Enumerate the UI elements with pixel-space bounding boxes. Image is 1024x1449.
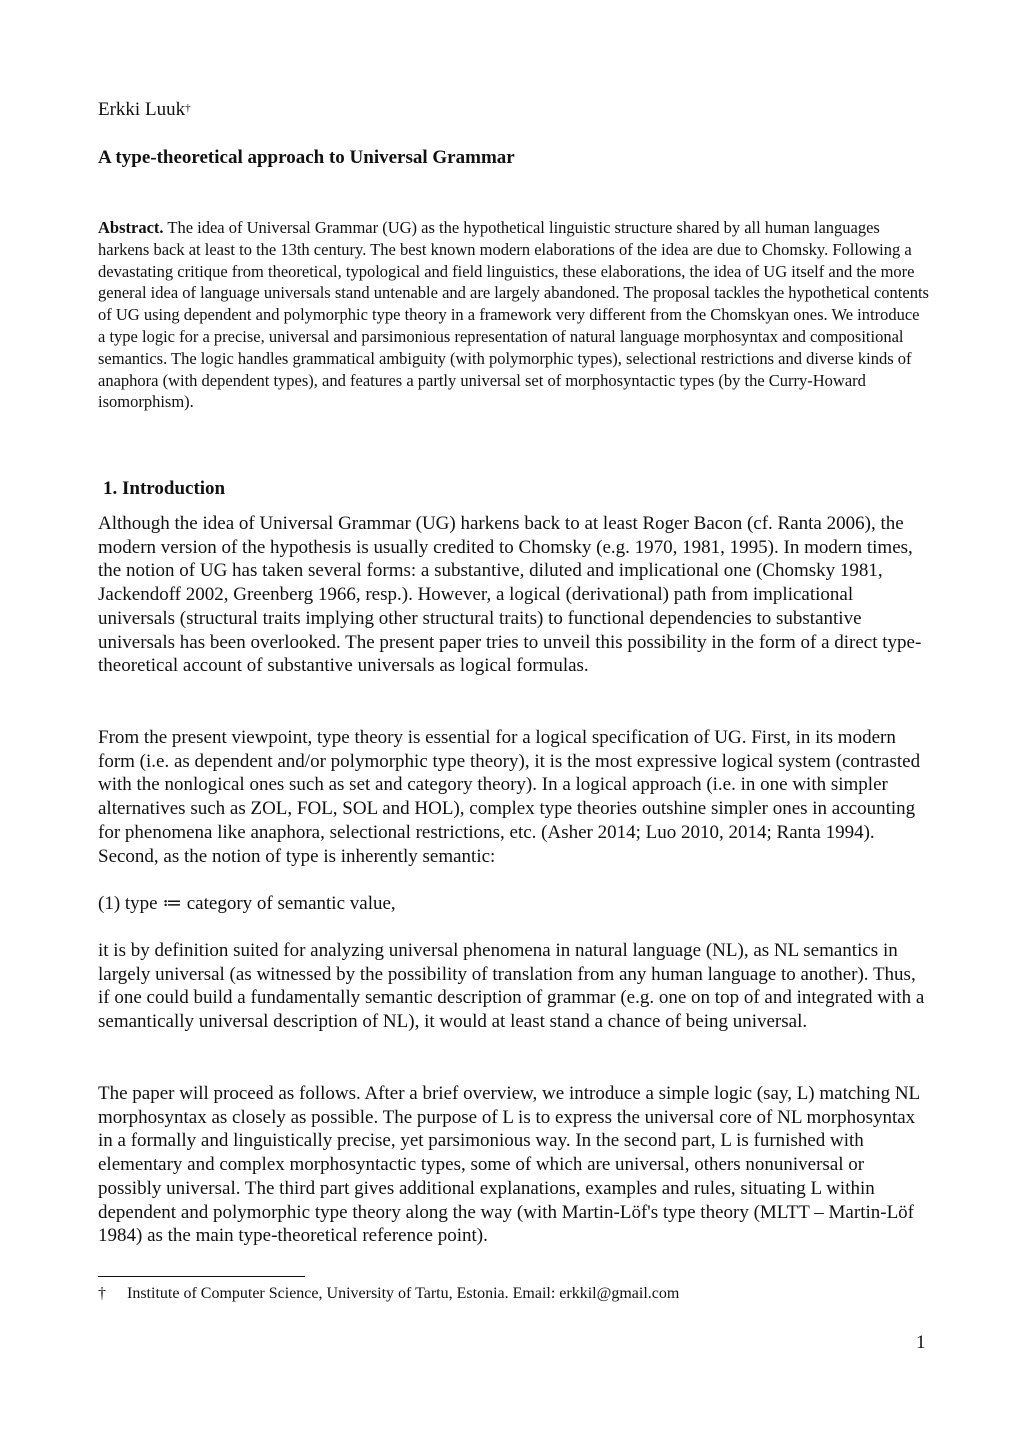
abstract [98, 217, 930, 413]
section-heading: 1. Introduction [103, 478, 226, 499]
footnote-text: Institute of Computer Science, University of Tartu, Estonia. Email: erkkil@gmail.com [127, 1285, 680, 1302]
abstract-label: Abstract. [98, 218, 164, 237]
intro-paragraph-4: The paper will proceed as follows. After a brief overview, we introduce a simple logic (say, L) matching NL morphosyntax as closely as possible. The purpose of L is to express the universal core of NL morphosyntax in a formally and linguistically precise, yet parsimonious way. In the second part, L is furnished with elementary and complex morphosyntactic types, some of which are universal, others nonuniversal or possibly universal. The third part gives additional explanations, examples and rules, situating L within dependent and polymorphic type theory along the way (with Martin-Löf's type theory (MLTT – Martin-Löf 1984) as the main type-theoretical reference point). [98, 1083, 920, 1247]
footnote [98, 1283, 679, 1304]
intro-paragraph-1: Although the idea of Universal Grammar (UG) harkens back to at least Roger Bacon (cf. Ranta 2006), the modern version of the hypothesis is usually credited to Chomsky (e.g. 1970, 1981, 1995). In modern times, the notion of UG has taken several forms: a substantive, diluted and implicational one (Chomsky 1981, Jackendoff 2002, Greenberg 1966, resp.). However, a logical (derivational) path from implicational universals (structural traits implying other structural traits) to functional dependencies to substantive universals has been overlooked. The present paper tries to unveil this possibility in the form of a direct type-theoretical account of substantive universals as logical formulas. [98, 513, 922, 677]
abstract-text: The idea of Universal Grammar (UG) as the hypothetical linguistic structure shared by all human languages harkens back at least to the 13th century. The best known modern elaborations of the idea are due to Chomsky. Following a devastating critique from theoretical, typological and field linguistics, these elaborations, the idea of UG itself and the more general idea of language universals stand untenable and are largely abandoned. The proposal tackles the hypothetical contents of UG using dependent and polymorphic type theory in a framework very different from the Chomskyan ones. We introduce a type logic for a precise, universal and parsimonious representation of natural language morphosyntax and compositional semantics. The logic handles grammatical ambiguity (with polymorphic types), selectional restrictions and diverse kinds of anaphora (with dependent types), and features a partly universal set of morphosyntactic types (by the Curry-Howard isomorphism). [98, 218, 929, 412]
intro-paragraph-3: it is by definition suited for analyzing universal phenomena in natural language (NL), as NL semantics in largely universal (as witnessed by the possibility of translation from any human language to another). Thus, if one could build a fundamentally semantic description of grammar (e.g. one on top of and integrated with a semantically universal description of NL), it would at least stand a chance of being universal. [98, 940, 925, 1033]
author-line [98, 98, 191, 122]
footnote-divider [98, 1276, 305, 1277]
intro-paragraph-2: From the present viewpoint, type theory is essential for a logical specification of UG. First, in its modern form (i.e. as dependent and/or polymorphic type theory), it is the most expressive logical system (contrasted with the nonlogical ones such as set and category theory). In a logical approach (i.e. in one with simpler alternatives such as ZOL, FOL, SOL and HOL), complex type theories outshine simpler ones in accounting for phenomena like anaphora, selectional restrictions, etc. (Asher 2014; Luo 2010, 2014; Ranta 1994). Second, as the notion of type is inherently semantic: [98, 727, 921, 867]
page-number: 1 [916, 1332, 926, 1353]
author-name: Erkki Luuk [98, 99, 186, 120]
paper-title: A type-theoretical approach to Universal Grammar [98, 147, 515, 168]
footnote-mark: † [98, 1285, 106, 1302]
author-footnote-mark: † [185, 102, 191, 114]
example-definition-1: (1) type ≔ category of semantic value, [98, 893, 396, 914]
